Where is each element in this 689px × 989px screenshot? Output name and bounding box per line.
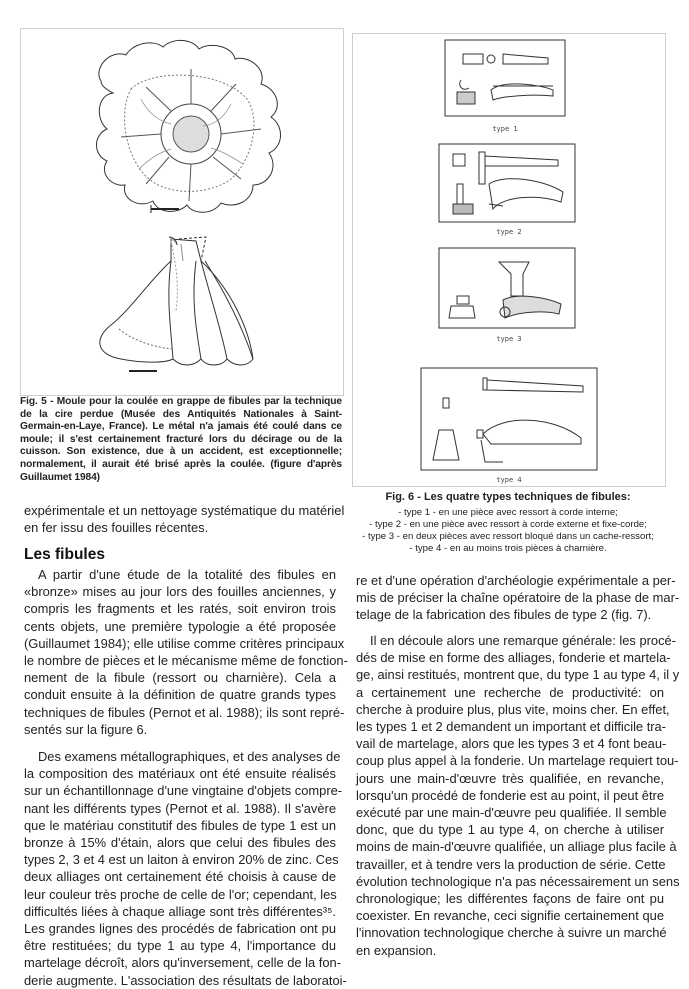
text-line: nant les différents types (Pernot et al. 1988). Il s'avère: [24, 800, 336, 816]
text-line: coexister. En revanche, ceci signifie certainement que: [356, 908, 664, 924]
text-line: en expansion.: [356, 942, 437, 958]
section-heading: Les fibules: [24, 546, 105, 563]
text-line: sentés sur la figure 6.: [24, 721, 148, 737]
text-line: telage de la fabrication des fibules de type 2 (fig. 7).: [356, 607, 652, 623]
text-line: l'innovation technologique cherche à suivre un marché: [356, 925, 667, 941]
text-line: cherche à produire plus, plus vite, moins cher. En effet,: [356, 701, 670, 717]
text-line: être restituées; du type 1 au type 4, l'importance du: [24, 938, 336, 954]
text-line: le nombre de pièces et le mécanisme même de fonction-: [24, 653, 348, 669]
type-2-label: type 2: [496, 228, 522, 236]
text-line: re et d'une opération d'archéologie expérimentale a per-: [356, 573, 676, 588]
text-line: derie augmente. L'association des résultats de laboratoi-: [24, 972, 347, 988]
text-line: mis de préciser la chaîne opératoire de la phase de mar-: [356, 590, 680, 606]
type-1-label: type 1: [492, 125, 518, 133]
figure-6-legend-line: - type 3 - en deux pièces avec ressort bloqué dans un cache-ressort;: [362, 531, 654, 542]
text-line: deux alliages ont certainement été choisis à cause de: [24, 869, 336, 885]
text-line: A partir d'une étude de la totalité des fibules en: [38, 567, 336, 582]
type-3-label: type 3: [496, 335, 522, 343]
text-line: conduit ensuite à la définition de quatre grands types: [24, 687, 336, 703]
text-line: martelage décroît, alors qu'inversement, celle de la fon-: [24, 955, 342, 971]
left-paragraph-2: [24, 748, 347, 989]
mold-top-view: [97, 40, 281, 212]
text-line: vail de martelage, alors que les types 3 et 4 font beau-: [356, 736, 667, 752]
type-2-panel: [439, 144, 575, 236]
figure-5-drawing: [20, 28, 344, 396]
mold-side-view: [100, 237, 253, 365]
text-line: travailler, et à tendre vers la production de série. Cette: [356, 856, 666, 872]
text-line: difficultés liées à chaque alliage sont très différentes³⁵.: [24, 903, 336, 919]
type-4-panel: [421, 368, 597, 484]
text-line: leur couleur très proche de celle de l'or; cependant, les: [24, 886, 337, 902]
text-line: expérimentale et un nettoyage systématique du matériel: [24, 503, 345, 518]
figure-5-caption: Fig. 5 - Moule pour la coulée en grappe de fibules par la technique de la cire perdue (Musée des Antiquités Nationales à Saint-Germain-en-Laye, France). Le métal n'a jamais été coulé dans ce moule; il s'est certainement fracturé lors du décirage ou de la cuisson. Son existence, due à un accident, est exceptionnelle; normalement, il aurait été brisé après la coulée. (figure d'après Guillaumet 1984): [20, 396, 342, 483]
scale-bar-top: [151, 205, 179, 213]
mold-illustration: [21, 29, 343, 395]
text-line: bronze à 15% d'étain, alors que celui des fibules des: [24, 835, 336, 851]
text-line: ge, ainsi restitués, montrent que, du type 1 au type 4, il y: [356, 667, 680, 683]
text-line: lorsqu'un procédé de fonderie est au point, il peut être: [356, 787, 664, 803]
fibula-types-illustration: [353, 34, 665, 486]
figure-6-title: Fig. 6 - Les quatre types techniques de fibules:: [385, 491, 631, 503]
left-paragraph-1: [24, 566, 348, 738]
text-line: Les grandes lignes des procédés de fabrication ont pu: [24, 921, 336, 937]
type-4-label: type 4: [496, 476, 522, 484]
right-paragraph-2: [356, 632, 680, 959]
text-line: sur un échantillonnage d'une vingtaine d'objets compre-: [24, 783, 343, 799]
figure-6-drawing: [352, 33, 666, 487]
figure-6-legend-line: - type 4 - en au moins trois pièces à charnière.: [409, 543, 607, 554]
text-line: Des examens métallographiques, et des analyses de: [38, 749, 341, 764]
text-line: en fer issu des fouilles récentes.: [24, 520, 209, 536]
text-line: compris les fragments et les ratés, soit environ trois: [24, 601, 336, 617]
figure-6-legend-line: - type 1 - en une pièce avec ressort à corde interne;: [398, 507, 618, 518]
figure-6-legend-line: - type 2 - en une pièce avec ressort à corde externe et fixe-corde;: [369, 519, 647, 530]
text-line: les types 1 et 2 demandent un important et difficile tra-: [356, 719, 667, 735]
text-line: (Guillaumet 1984); elle utilise comme critères principaux: [24, 635, 345, 651]
left-intro-paragraph: [24, 502, 345, 536]
text-line: nement de la fibule (ressort ou charnière). Cela a: [24, 670, 336, 686]
text-line: jours une main-d'œuvre très qualifiée, en revanche,: [356, 770, 664, 786]
text-line: exécuté par une main-d'œuvre peu qualifiée. Il semble: [356, 805, 667, 821]
text-line: a certainement une recherche de productivité: on: [356, 684, 664, 700]
text-line: donc, que du type 1 au type 4, on cherche à utiliser: [356, 822, 664, 838]
text-line: «bronze» mises au jour lors des fouilles anciennes, y: [24, 584, 336, 600]
right-paragraph-1: [356, 572, 680, 624]
text-line: cents objets, une première typologie a été proposée: [24, 618, 336, 634]
text-line: types 2, 3 et 4 est un laiton à environ 20% de zinc. Ces: [24, 852, 339, 868]
text-line: dés de mise en forme des alliages, fonderie et martela-: [356, 650, 671, 666]
text-line: que le matériau constitutif des fibules de type 1 est un: [24, 817, 336, 833]
text-line: coup plus appel à la fonderie. Un martelage requiert tou-: [356, 753, 679, 769]
text-line: Il en découle alors une remarque générale: les procé-: [370, 633, 676, 648]
text-line: chronologique; les différentes façons de faire ont pu: [356, 891, 664, 907]
text-line: la composition des matériaux ont été ensuite réalisés: [24, 766, 336, 782]
type-1-panel: [445, 40, 565, 133]
type-3-panel: [439, 248, 575, 343]
text-line: techniques de fibules (Pernot et al. 1988); ils sont repré-: [24, 704, 345, 720]
text-line: moins de main-d'œuvre qualifiée, un alliage plus facile à: [356, 839, 677, 855]
text-line: évolution technologique n'a pas nécessairement un sens: [356, 873, 680, 889]
